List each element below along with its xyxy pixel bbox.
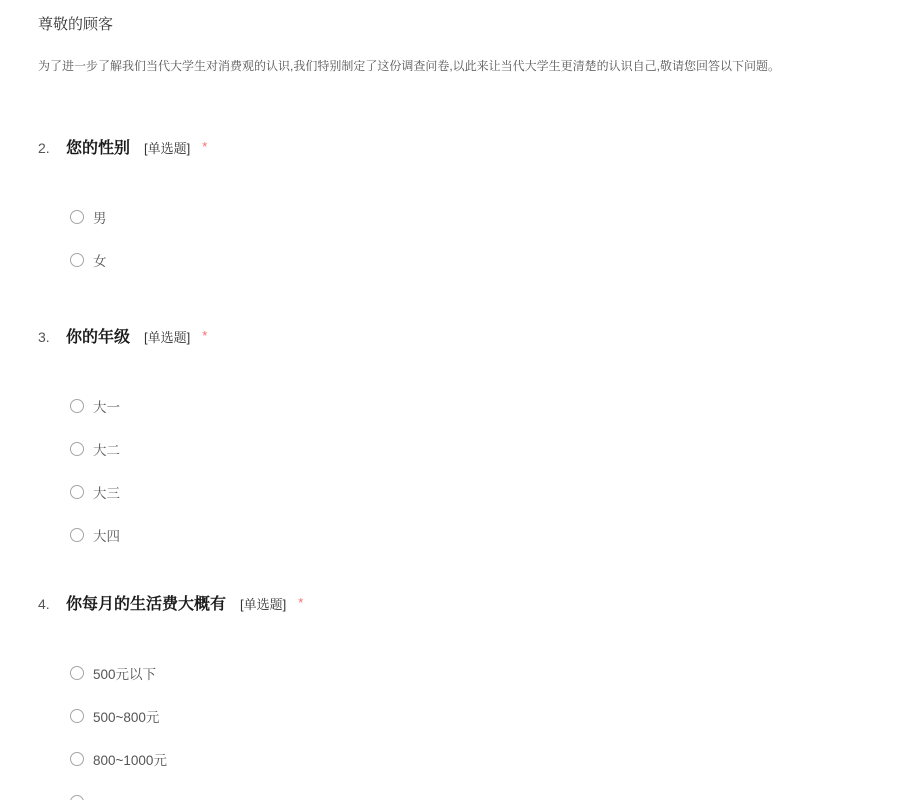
radio-button-icon[interactable] (70, 752, 84, 766)
radio-option[interactable] (70, 436, 862, 462)
radio-button-icon[interactable] (70, 709, 84, 723)
page-title: 尊敬的顾客 (38, 16, 114, 33)
option-list (38, 660, 862, 800)
question-header (38, 594, 862, 614)
radio-button-icon[interactable] (70, 442, 84, 456)
question-type-tag: [单选题] (144, 330, 191, 345)
radio-option[interactable] (70, 247, 862, 273)
question-title: 你每月的生活费大概有 (66, 596, 227, 613)
radio-option[interactable] (70, 479, 862, 505)
radio-button-icon[interactable] (70, 485, 84, 499)
radio-button-icon[interactable] (70, 666, 84, 680)
question-title: 你的年级 (66, 329, 131, 346)
required-asterisk: * (202, 139, 208, 154)
option-label: 男 (93, 211, 107, 226)
question-title: 您的性别 (66, 140, 131, 157)
question-block (38, 327, 862, 548)
radio-option[interactable] (70, 660, 862, 686)
option-list (38, 204, 862, 273)
radio-button-icon[interactable] (70, 210, 84, 224)
radio-button-icon[interactable] (70, 795, 84, 800)
radio-button-icon[interactable] (70, 399, 84, 413)
option-list (38, 393, 862, 548)
question-number: 4. (38, 596, 50, 612)
option-label: 大二 (93, 443, 120, 458)
radio-option[interactable] (70, 789, 862, 800)
option-label: 大一 (93, 400, 120, 415)
question-number: 3. (38, 329, 50, 345)
option-label: 800~1000元 (93, 753, 167, 768)
required-asterisk: * (202, 328, 208, 343)
radio-option[interactable] (70, 703, 862, 729)
question-list (38, 138, 862, 800)
survey-intro: 为了进一步了解我们当代大学生对消费观的认识,我们特别制定了这份调查问卷,以此来让当代大学生更清楚的认识自己,敬请您回答以下问题。 (38, 59, 781, 73)
option-label: 500~800元 (93, 710, 160, 725)
radio-option[interactable] (70, 746, 862, 772)
option-label: 大三 (93, 486, 120, 501)
radio-option[interactable] (70, 204, 862, 230)
question-header (38, 138, 862, 158)
option-label: 女 (93, 254, 107, 269)
question-header (38, 327, 862, 347)
option-label: 大四 (93, 529, 120, 544)
question-block (38, 594, 862, 800)
question-type-tag: [单选题] (240, 597, 287, 612)
radio-button-icon[interactable] (70, 528, 84, 542)
radio-option[interactable] (70, 393, 862, 419)
radio-button-icon[interactable] (70, 253, 84, 267)
required-asterisk: * (298, 595, 304, 610)
question-block (38, 138, 862, 273)
radio-option[interactable] (70, 522, 862, 548)
option-label: 500元以下 (93, 667, 157, 682)
question-number: 2. (38, 140, 50, 156)
question-type-tag: [单选题] (144, 141, 191, 156)
